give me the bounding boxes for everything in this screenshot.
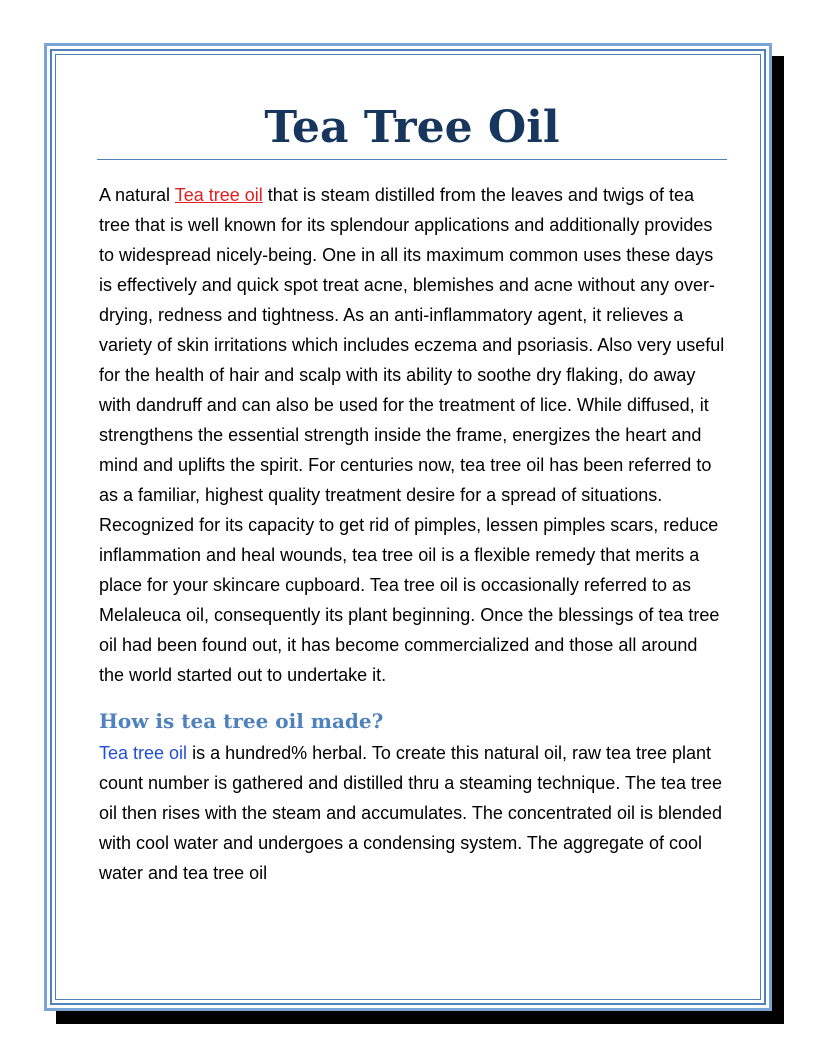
page-frame [44, 43, 772, 1011]
document-content [99, 46, 725, 888]
intro-text-before-link: A natural [99, 185, 175, 205]
page-title: Tea Tree Oil [264, 102, 560, 153]
title-divider [97, 159, 727, 160]
section-text-after-link: is a hundred% herbal. To create this natural oil, raw tea tree plant count number is gathered and distilled thru a steaming technique. The tea tree oil then rises with the steam and accumulates. The concentrated oil is blended with cool water and undergoes a condensing system. The aggregate of cool water and tea tree oil [99, 743, 723, 883]
tea-tree-oil-link-2[interactable]: Tea tree oil [99, 743, 188, 763]
section-paragraph [99, 738, 727, 888]
intro-paragraph [99, 180, 727, 690]
section-heading: How is tea tree oil made? [99, 709, 384, 733]
tea-tree-oil-link[interactable]: Tea tree oil [174, 185, 263, 205]
intro-text-after-link: that is steam distilled from the leaves and twigs of tea tree that is well known for its splendour applications and additionally provides to widespread nicely-being. One in all its maximum common uses these days is effectively and quick spot treat acne, blemishes and acne without any over-drying, redness and tightness. As an anti-inflammatory agent, it relieves a variety of skin irritations which includes eczema and psoriasis. Also very useful for the health of hair and scalp with its ability to soothe dry flaking, do away with dandruff and can also be used for the treatment of lice. While diffused, it strengthens the essential strength inside the frame, energizes the heart and mind and uplifts the spirit. For centuries now, tea tree oil has been referred to as a familiar, highest quality treatment desire for a spread of situations. Recognized for its capacity to get rid of pimples, lessen pimples scars, reduce inflammation and heal wounds, tea tree oil is a flexible remedy that merits a place for your skincare cupboard. Tea tree oil is occasionally referred to as Melaleuca oil, consequently its plant beginning. Once the blessings of tea tree oil had been found out, it has become commercialized and those all around the world started out to undertake it. [99, 185, 725, 685]
